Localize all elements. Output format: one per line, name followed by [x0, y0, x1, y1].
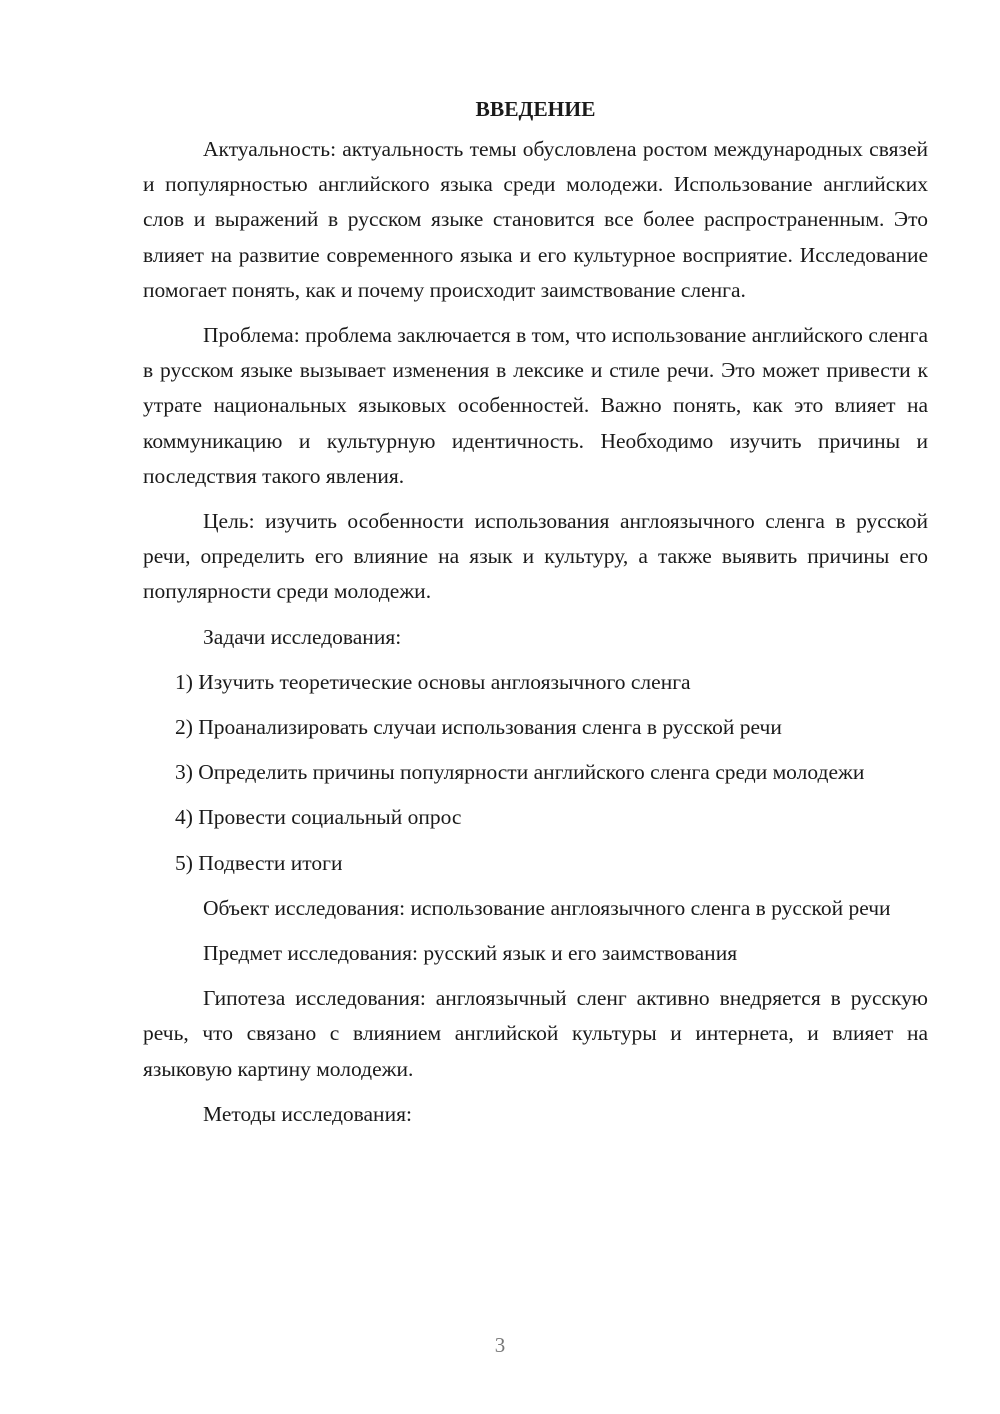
task-item-1: 1) Изучить теоретические основы англоязычного сленга [175, 669, 691, 694]
tasks-heading: Задачи исследования: [203, 624, 402, 649]
problem-paragraph: Проблема: проблема заключается в том, что использование английского сленга в русском языке вызывает изменения в лексике и стиле речи. Это может привести к утрате национальных языковых особенностей. Важно понять, как это влияет на коммуникацию и культурную идентичность. Необходимо изучить причины и последствия такого явления. [143, 323, 928, 488]
task-item-2: 2) Проанализировать случаи использования сленга в русской речи [175, 715, 782, 740]
research-subject-paragraph: Предмет исследования: русский язык и его заимствования [203, 941, 738, 966]
document-page [143, 92, 928, 1142]
goal-paragraph: Цель: изучить особенности использования англоязычного сленга в русской речи, определить его влияние на язык и культуру, а также выявить причины его популярности среди молодежи. [143, 509, 928, 604]
relevance-paragraph: Актуальность: актуальность темы обусловлена ростом международных связей и популярностью английского языка среди молодежи. Использование английских слов и выражений в русском языке становится все более распространенным. Это влияет на развитие современного языка и его культурное восприятие. Исследование помогает понять, как и почему происходит заимствование сленга. [143, 137, 928, 302]
task-item-5: 5) Подвести итоги [175, 850, 343, 875]
hypothesis-paragraph: Гипотеза исследования: англоязычный сленг активно внедряется в русскую речь, что связано с влиянием английской культуры и интернета, и влияет на языковую картину молодежи. [143, 986, 928, 1081]
page-number: 3 [494, 1333, 506, 1357]
methods-heading: Методы исследования: [203, 1101, 412, 1126]
task-item-4: 4) Провести социальный опрос [175, 805, 462, 830]
task-item-3: 3) Определить причины популярности английского сленга среди молодежи [175, 760, 865, 785]
research-object-paragraph: Объект исследования: использование англоязычного сленга в русской речи [203, 895, 891, 920]
section-title: ВВЕДЕНИЕ [475, 97, 596, 121]
